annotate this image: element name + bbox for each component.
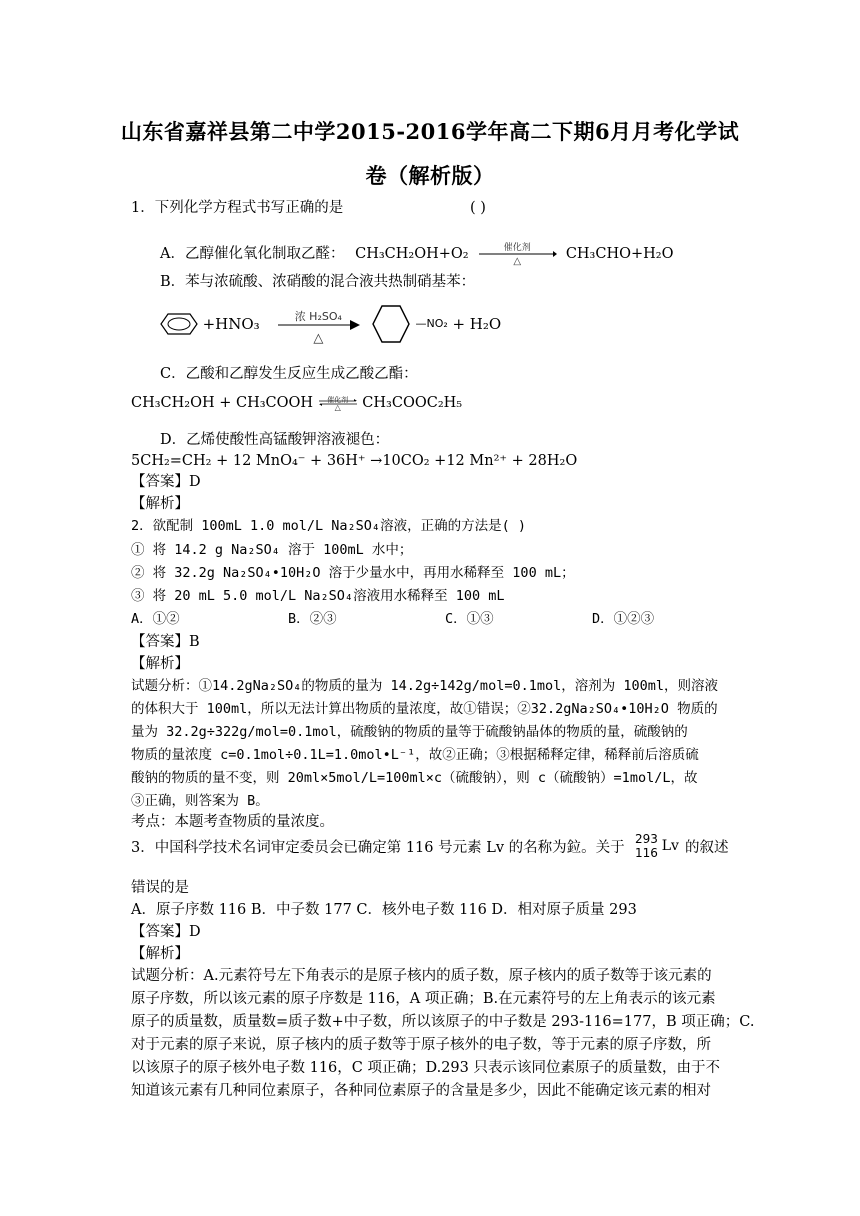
q1-a-lhs: CH₃CH₂OH+O₂ xyxy=(355,246,469,262)
q1-stem-text: 1．下列化学方程式书写正确的是 xyxy=(131,200,344,216)
q2-explanation-line: 酸钠的物质的量不变，则 20ml×5mol/L=100ml×c（硫酸钠），则 c（硫酸钠）=1mol/L，故 xyxy=(131,770,698,786)
doc-title-line2: 卷（解析版） xyxy=(365,163,495,188)
q1-b-hno3: +HNO₃ xyxy=(202,315,260,333)
q2-explanation-line: ③正确，则答案为 B。 xyxy=(131,793,269,809)
q3-explanation-line: 以该原子的原子核外电子数 116，C 项正确；D.293 只表示该同位素原子的质量数，由于不 xyxy=(131,1060,720,1076)
q2-statement-2: ② 将 32.2g Na₂SO₄•10H₂O 溶于少量水中，再用水稀释至 100 mL； xyxy=(131,565,575,581)
q2-explanation-line: 的体积大于 100ml，所以无法计算出物质的量浓度，故①错误；②32.2gNa₂SO₄•10H₂O 物质的 xyxy=(131,701,718,717)
q3-answer: 【答案】D xyxy=(131,924,201,940)
q1-c-heat: △ xyxy=(334,403,341,412)
q1-option-c-equation xyxy=(131,390,462,416)
cyclohexane-ring-icon xyxy=(371,304,411,344)
q1-c-lhs: CH₃CH₂OH + CH₃COOH xyxy=(131,395,314,411)
q1-b-condition: 浓 H₂SO₄ xyxy=(294,310,342,323)
q3-stem-tail: 的叙述 xyxy=(685,840,729,856)
q1-c-catalyst: 催化剂 xyxy=(327,396,349,404)
q3-atomic-number: 116 xyxy=(635,846,658,860)
q1-a-heat: △ xyxy=(513,256,522,267)
q1-b-h2o: + H₂O xyxy=(452,315,502,333)
q1-paren: ( ) xyxy=(470,200,486,216)
benzene-ring-icon xyxy=(160,312,198,336)
q3-explanation-line: 原子序数，所以该元素的原子序数是 116，A 项正确；B.在元素符号的左上角表示的该元素 xyxy=(131,991,716,1007)
q2-stem: 2．欲配制 100mL 1.0 mol/L Na₂SO₄溶液，正确的方法是( ) xyxy=(131,518,526,534)
q1-c-rhs: CH₃COOC₂H₅ xyxy=(362,395,463,411)
q2-choice-a: A．①② xyxy=(131,611,180,627)
q1-d-equation: 5CH₂=CH₂ + 12 MnO₄⁻ + 36H⁺ →10CO₂ +12 Mn²⁺ + 28H₂O xyxy=(131,453,578,469)
q3-analysis-heading: 【解析】 xyxy=(131,946,189,962)
q1-b-reaction-arrow xyxy=(276,305,360,346)
q3-choices: A．原子序数 116 B．中子数 177 C．核外电子数 116 D．相对原子质量 293 xyxy=(131,902,637,918)
q2-explanation-line: 试题分析：①14.2gNa₂SO₄的物质的量为 14.2g÷142g/mol=0.1mol，溶剂为 100ml，则溶液 xyxy=(131,678,718,694)
q1-a-catalyst: 催化剂 xyxy=(503,243,531,253)
q2-explanation-line: 物质的量浓度 c=0.1mol÷0.1L=1.0mol•L⁻¹，故②正确；③根据稀释定律，稀释前后溶质硫 xyxy=(131,747,699,763)
q1-c-label: C．乙酸和乙醇发生反应生成乙酸乙酯： xyxy=(160,366,418,382)
q2-point: 考点：本题考查物质的量浓度。 xyxy=(131,814,334,830)
q2-explanation-line: 量为 32.2g÷322g/mol=0.1mol，硫酸钠的物质的量等于硫酸钠晶体的物质的量，硫酸钠的 xyxy=(131,724,688,740)
q3-nuclide-symbol xyxy=(635,832,679,860)
q1-option-a xyxy=(160,240,674,268)
q1-analysis-heading: 【解析】 xyxy=(131,496,189,512)
q3-explanation-line: 知道该元素有几种同位素原子，各种同位素原子的含量是多少，因此不能确定该元素的相对 xyxy=(131,1083,711,1099)
q2-statement-3: ③ 将 20 mL 5.0 mol/L Na₂SO₄溶液用水稀释至 100 mL xyxy=(131,588,505,604)
q1-answer: 【答案】D xyxy=(131,474,201,490)
q3-element-symbol: Lv xyxy=(661,838,679,854)
doc-title-line1: 山东省嘉祥县第二中学2015-2016学年高二下期6月月考化学试 xyxy=(120,119,740,144)
q1-b-heat: △ xyxy=(313,331,324,346)
q3-mass-number: 293 xyxy=(635,832,658,846)
q1-c-reversible-arrow xyxy=(318,390,358,416)
q3-explanation-line: 对于元素的原子来说，原子核内的质子数等于原子核外的电子数，等于元素的原子序数，所 xyxy=(131,1037,711,1053)
q3-explanation-line: 原子的质量数，质量数=质子数+中子数，所以该原子的中子数是 293-116=177，B 项正确；C. xyxy=(131,1014,755,1030)
q3-explanation-line: 试题分析：A.元素符号左下角表示的是原子核内的质子数，原子核内的质子数等于该元素的 xyxy=(131,968,712,984)
q2-answer: 【答案】B xyxy=(131,634,200,650)
q2-choice-c: C．①③ xyxy=(445,611,494,627)
q1-b-label: B．苯与浓硫酸、浓硝酸的混合液共热制硝基苯： xyxy=(160,274,476,290)
q3-stem: 3．中国科学技术名词审定委员会已确定第 116 号元素 Lv 的名称为鉝。关于 xyxy=(131,840,625,856)
q1-stem xyxy=(131,198,343,218)
q2-statement-1: ① 将 14.2 g Na₂SO₄ 溶于 100mL 水中； xyxy=(131,542,413,558)
q1-a-rhs: CH₃CHO+H₂O xyxy=(565,246,674,262)
q1-a-reaction-arrow xyxy=(477,240,557,268)
q1-option-b-equation xyxy=(160,304,502,346)
q1-b-no2-group: —NO₂ xyxy=(415,317,448,330)
q1-d-label: D．乙烯使酸性高锰酸钾溶液褪色： xyxy=(160,432,390,448)
q2-analysis-heading: 【解析】 xyxy=(131,656,189,672)
q1-a-label: A．乙醇催化氧化制取乙醛： xyxy=(160,246,345,262)
q2-choice-d: D．①②③ xyxy=(592,611,655,627)
q3-stem-2: 错误的是 xyxy=(131,880,189,896)
q2-choice-b: B．②③ xyxy=(288,611,337,627)
